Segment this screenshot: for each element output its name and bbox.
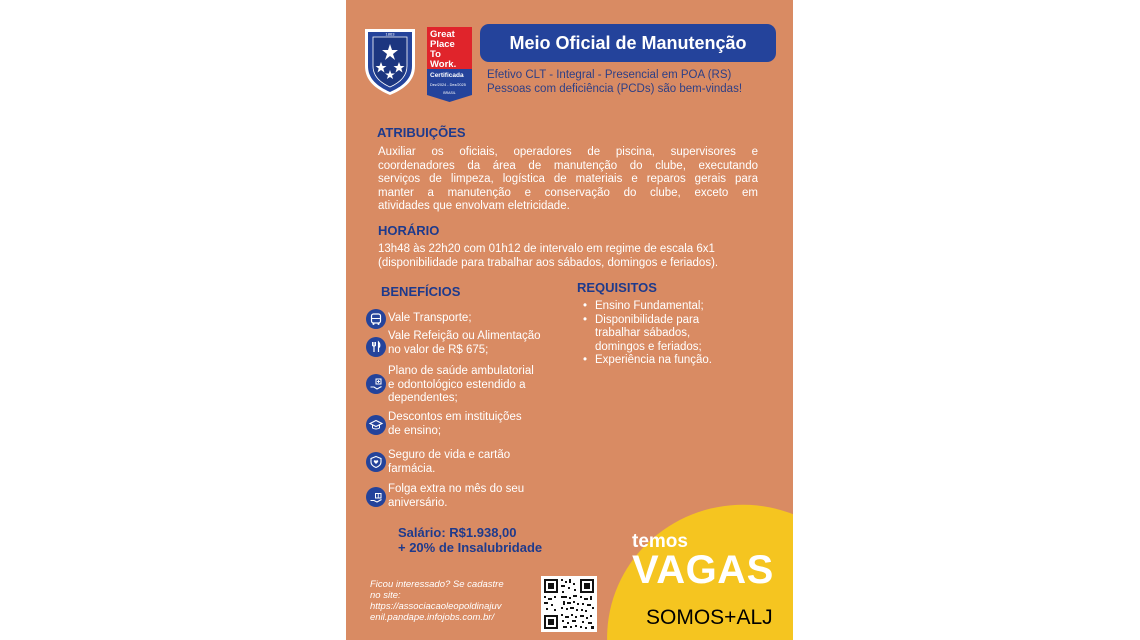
somos-alj-text: SOMOS+ALJ <box>646 606 773 629</box>
requisito-line: • Ensino Fundamental; <box>595 300 704 312</box>
requisito-item <box>576 300 712 314</box>
requisito-line: domingos e feriados; <box>595 340 702 353</box>
atribuicoes-line: serviços de limpeza, logística de materiais e reparos gerais para <box>378 173 758 185</box>
horario-line: (disponibilidade para trabalhar aos sábados, domingos e feriados). <box>378 256 719 269</box>
requisito-item <box>576 354 712 368</box>
benefit-line: Seguro de vida e cartão <box>388 449 511 461</box>
benefit-item <box>388 411 522 438</box>
subtitle-pcd: Pessoas com deficiência (PCDs) são bem-vindas! <box>487 83 743 95</box>
gptw-certified: Certificada <box>430 72 464 79</box>
horario-line: 13h48 às 22h20 com 01h12 de intervalo em regime de escala 6x1 <box>378 243 715 255</box>
health-hand-icon <box>366 374 386 394</box>
beneficios-heading: BENEFÍCIOS <box>381 284 461 299</box>
somos-alj-logo <box>646 602 778 630</box>
requisitos-list <box>576 300 712 368</box>
benefit-line: Vale Transporte; <box>388 312 472 324</box>
requisito-line: trabalhar sábados, <box>595 327 691 339</box>
salary-amount: Salário: R$1.938,00 <box>398 525 517 540</box>
bus-icon <box>366 309 386 329</box>
benefit-line: farmácia. <box>388 462 436 475</box>
title-banner <box>480 24 776 62</box>
gptw-line: To <box>430 49 441 60</box>
promo-vagas: VAGAS <box>632 548 774 592</box>
benefit-line: Folga extra no mês do seu <box>388 483 525 495</box>
contact-line: Ficou interessado? Se cadastre <box>370 579 504 590</box>
requisitos-heading: REQUISITOS <box>577 280 657 295</box>
benefit-item <box>388 449 510 476</box>
shield-year: 1863 <box>385 31 395 37</box>
contact-link[interactable]: https://associacaoleopoldinajuv <box>370 601 502 612</box>
page-title: Meio Oficial de Manutenção <box>509 33 747 53</box>
gptw-wordmark <box>430 30 456 70</box>
atribuicoes-line: Auxiliar os oficiais, operadores de piscina, supervisores e <box>378 146 758 158</box>
benefit-item <box>388 330 541 357</box>
requisito-line: • Disponibilidade para <box>595 313 700 326</box>
alj-shield-logo <box>362 26 418 96</box>
graduation-cap-icon <box>366 415 386 435</box>
horario-heading: HORÁRIO <box>378 223 440 238</box>
subtitle-contract: Efetivo CLT - Integral - Presencial em POA (RS) <box>487 69 732 81</box>
shield-heart-icon <box>366 452 386 472</box>
benefit-line: no valor de R$ 675; <box>388 343 489 356</box>
atribuicoes-heading: ATRIBUIÇÕES <box>377 125 466 140</box>
gift-hand-icon <box>366 487 386 507</box>
gptw-line: Work. <box>430 59 457 70</box>
requisito-item <box>576 314 712 355</box>
contact-line: no site: <box>370 590 401 601</box>
benefit-item <box>388 365 534 406</box>
gptw-country: BRASIL <box>443 91 456 95</box>
qr-code[interactable] <box>541 576 597 632</box>
contact-info <box>370 579 504 623</box>
requisito-line: • Experiência na função. <box>595 354 712 366</box>
atribuicoes-line: atividades que envolvam eletricidade. <box>378 200 570 212</box>
job-flyer <box>346 0 793 640</box>
promo-temos: temos <box>632 531 688 552</box>
atribuicoes-line: coordenadores da área de manutenção do clube, executando <box>378 159 758 172</box>
contact-link[interactable]: enil.pandape.infojobs.com.br/ <box>370 612 495 623</box>
horario-text <box>378 243 718 270</box>
benefit-line: de ensino; <box>388 424 442 437</box>
benefit-line: dependentes; <box>388 392 458 404</box>
atribuicoes-text <box>378 146 758 214</box>
benefit-line: Descontos em instituições <box>388 411 522 423</box>
gptw-badge <box>427 27 472 102</box>
gptw-line: Place <box>430 39 455 50</box>
benefit-line: aniversário. <box>388 496 448 509</box>
benefit-line: e odontológico estendido a <box>388 378 526 391</box>
benefit-line: Vale Refeição ou Alimentação <box>388 330 541 342</box>
gptw-line: Great <box>430 29 455 40</box>
gptw-dates: Dez/2024 - Dez/2025 <box>430 83 466 87</box>
salary-insalubridade: + 20% de Insalubridade <box>398 540 543 555</box>
atribuicoes-line: manter a manutenção e conservação do clube, exceto em <box>378 186 758 199</box>
benefit-item <box>388 312 472 326</box>
benefit-item <box>388 483 524 510</box>
benefit-line: Plano de saúde ambulatorial <box>388 365 534 377</box>
cutlery-icon <box>366 337 386 357</box>
